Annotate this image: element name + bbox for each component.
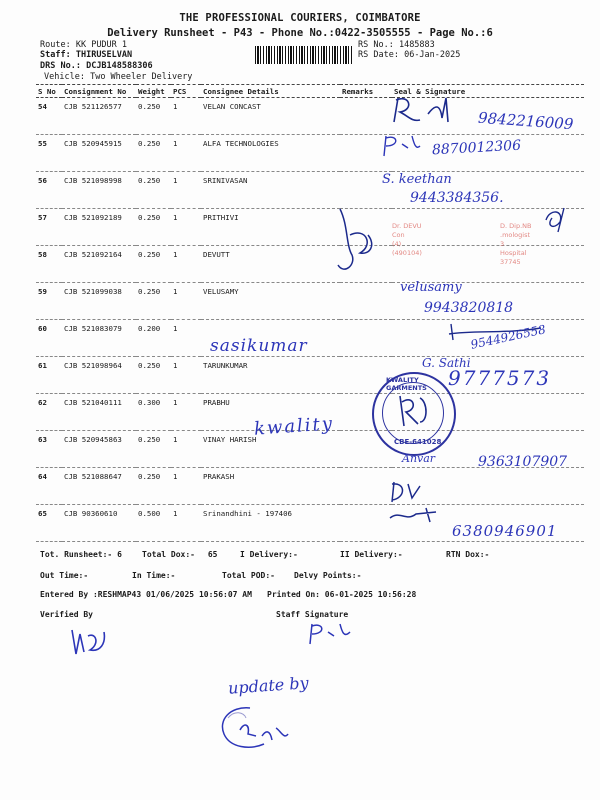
rs-date-value: 06-Jan-2025 (404, 50, 461, 60)
update-signature (210, 700, 300, 760)
row-consignee: DEVUTT (201, 246, 340, 283)
seal-name: KWALITY GARMENTS (386, 376, 427, 392)
staff-value: THIRUSELVAN (75, 50, 133, 60)
drs-value: DCJB148588306 (86, 61, 153, 71)
row-consignee: VELAN CONCAST (201, 98, 340, 135)
name-63: Anvar (402, 452, 436, 465)
entered-by: Entered By :RESHMAP43 01/06/2025 10:56:07 AM (40, 590, 252, 599)
col-remarks: Remarks (340, 85, 392, 98)
row-sno: 54 (36, 98, 62, 135)
rs-no-value: 1485883 (398, 40, 435, 50)
signature-57b (540, 204, 580, 234)
row-consignment: CJB 521098998 (62, 172, 136, 209)
col-consignee: Consignee Details (201, 85, 340, 98)
row-weight: 0.250 (136, 468, 171, 505)
row-pcs: 1 (171, 172, 201, 209)
phone-56: 9443384356. (410, 190, 504, 206)
row-consignee: Srinandhini - 197406 (201, 505, 340, 542)
row-remarks (340, 283, 392, 320)
staff-signature-label: Staff Signature (276, 610, 349, 619)
rs-no-line (358, 40, 435, 50)
row-weight: 0.250 (136, 172, 171, 209)
seal-city: CBE-641028 (394, 438, 442, 446)
vehicle-value: Two Wheeler Delivery (90, 72, 193, 82)
total-pod: Total POD:- (222, 571, 275, 580)
name-60: sasikumar (210, 336, 308, 356)
row-consignment: CJB 521098964 (62, 357, 136, 394)
printed-on: Printed On: 06-01-2025 10:56:28 (267, 590, 417, 599)
faded-stamp-text: Dr. DEVU Con (4) (490104) (392, 222, 422, 257)
row-pcs: 1 (171, 246, 201, 283)
row-sno: 62 (36, 394, 62, 431)
row-consignee: PRABHU (201, 394, 340, 431)
row-pcs: 1 (171, 98, 201, 135)
phone-60: 9544926558 (469, 322, 547, 352)
col-weight: Weight (136, 85, 171, 98)
drs-barcode (255, 46, 353, 64)
total-dox (142, 550, 217, 559)
route-label: Route: (40, 40, 71, 50)
row-consignee: ALFA TECHNOLOGIES (201, 135, 340, 172)
rs-date-label: RS Date: (358, 50, 399, 60)
row-weight: 0.250 (136, 209, 171, 246)
row-pcs: 1 (171, 468, 201, 505)
route-line (40, 40, 127, 50)
ii-delivery: II Delivery:- (340, 550, 403, 559)
phone-63: 9363107907 (478, 454, 568, 470)
col-pcs: PCS (171, 85, 201, 98)
name-59: velusamy (400, 280, 462, 295)
row-sno: 63 (36, 431, 62, 468)
faded-stamp-text-2: D. Dip.NB .mologist 3 Hospital 37745 (500, 222, 532, 266)
row-weight: 0.250 (136, 246, 171, 283)
row-pcs: 1 (171, 283, 201, 320)
row-consignee: PRITHIVI (201, 209, 340, 246)
row-pcs: 1 (171, 505, 201, 542)
drs-line (40, 61, 153, 71)
col-sno: S No (36, 85, 62, 98)
route-value: KK PUDUR 1 (75, 40, 128, 50)
row-weight: 0.250 (136, 357, 171, 394)
row-pcs: 1 (171, 431, 201, 468)
row-weight: 0.250 (136, 135, 171, 172)
verified-by: Verified By (40, 610, 93, 619)
company-title: THE PROFESSIONAL COURIERS, COIMBATORE (179, 12, 421, 24)
vehicle-label: Vehicle: (44, 72, 85, 82)
verified-signature (66, 624, 116, 664)
row-pcs: 1 (171, 209, 201, 246)
total-dox-value: 65 (207, 550, 218, 559)
phone-55: 8870012306 (431, 137, 522, 159)
row-consignee: VINAY HARISH (201, 431, 340, 468)
col-consignment: Consignment No (62, 85, 136, 98)
row-sno: 64 (36, 468, 62, 505)
phone-61: 9777573 (448, 366, 552, 390)
delvy-points: Delvy Points:- (294, 571, 362, 580)
row-consignee: PRAKASH (201, 468, 340, 505)
row-weight: 0.200 (136, 320, 171, 357)
signature-55 (378, 132, 438, 162)
row-consignee: SRINIVASAN (201, 172, 340, 209)
rs-date-line (358, 50, 460, 60)
drs-label: DRS No.: (40, 61, 81, 71)
row-remarks (340, 320, 392, 357)
row-sno: 56 (36, 172, 62, 209)
name-61: G. Sathi (422, 356, 471, 370)
row-consignment: CJB 521088647 (62, 468, 136, 505)
row-sno: 60 (36, 320, 62, 357)
staff-signature (306, 620, 356, 650)
name-56: S. keethan (382, 172, 452, 187)
row-consignment: CJB 90360610 (62, 505, 136, 542)
total-dox-label: Total Dox:- (142, 550, 195, 559)
rtn-dox: RTN Dox:- (446, 550, 490, 559)
row-consignment: CJB 521099038 (62, 283, 136, 320)
row-consignment: CJB 520945863 (62, 431, 136, 468)
out-time: Out Time:- (40, 571, 89, 580)
staff-line (40, 50, 132, 60)
row-pcs: 1 (171, 394, 201, 431)
phone-54: 9842216009 (477, 108, 574, 134)
row-consignment: CJB 521083079 (62, 320, 136, 357)
table-row (36, 468, 584, 505)
row-weight: 0.250 (136, 98, 171, 135)
row-weight: 0.250 (136, 431, 171, 468)
row-weight: 0.500 (136, 505, 171, 542)
row-weight: 0.300 (136, 394, 171, 431)
update-note: update by (227, 673, 310, 698)
i-delivery: I Delivery:- (240, 550, 298, 559)
row-consignment: CJB 521040111 (62, 394, 136, 431)
col-seal: Seal & Signature (392, 85, 584, 98)
row-sno: 61 (36, 357, 62, 394)
row-consignee: TARUNKUMAR (201, 357, 340, 394)
total-runsheet: Tot. Runsheet:- 6 (40, 550, 122, 559)
phone-59: 9943820818 (424, 300, 514, 316)
row-weight: 0.250 (136, 283, 171, 320)
row-remarks (340, 505, 392, 542)
row-consignment: CJB 521092189 (62, 209, 136, 246)
runsheet-subtitle: Delivery Runsheet - P43 - Phone No.:0422-3505555 - Page No.:6 (107, 27, 493, 39)
row-pcs: 1 (171, 357, 201, 394)
row-remarks (340, 468, 392, 505)
row-consignment: CJB 521092164 (62, 246, 136, 283)
name-62: kwality (253, 413, 335, 440)
row-sno: 57 (36, 209, 62, 246)
row-pcs: 1 (171, 135, 201, 172)
in-time: In Time:- (132, 571, 176, 580)
row-consignee: VELUSAMY (201, 283, 340, 320)
row-pcs: 1 (171, 320, 201, 357)
row-sno: 59 (36, 283, 62, 320)
row-sno: 55 (36, 135, 62, 172)
row-consignment: CJB 520945915 (62, 135, 136, 172)
row-sno: 58 (36, 246, 62, 283)
signature-64 (386, 478, 456, 538)
seal-signature (394, 392, 434, 432)
phone-65: 6380946901 (452, 522, 558, 540)
vehicle-line (44, 72, 192, 82)
staff-label: Staff: (40, 50, 71, 60)
rs-no-label: RS No.: (358, 40, 394, 50)
row-consignment: CJB 521126577 (62, 98, 136, 135)
row-sno: 65 (36, 505, 62, 542)
company-seal (372, 372, 456, 456)
